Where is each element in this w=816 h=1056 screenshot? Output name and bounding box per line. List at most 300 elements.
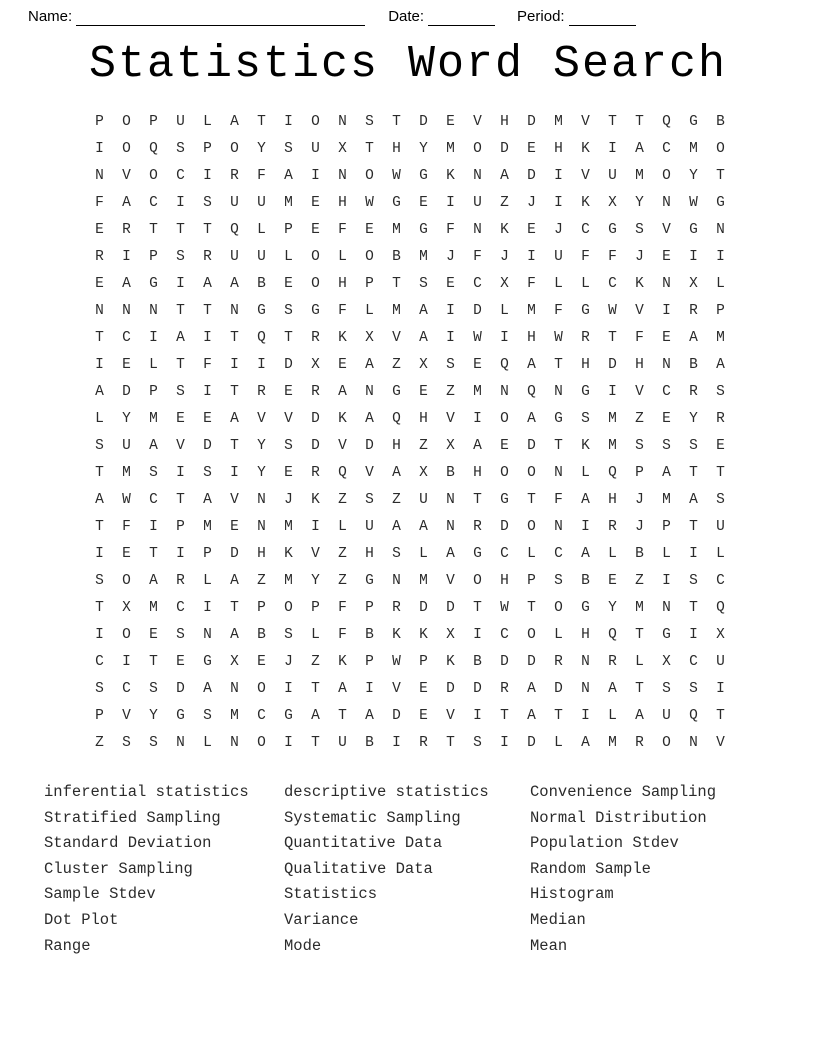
grid-letter-cell[interactable]: U xyxy=(554,249,563,265)
grid-letter-cell[interactable]: L xyxy=(338,249,347,265)
grid-letter-cell[interactable]: Q xyxy=(662,114,671,130)
grid-letter-cell[interactable]: N xyxy=(554,465,563,481)
grid-letter-cell[interactable]: T xyxy=(95,519,104,535)
grid-letter-cell[interactable]: S xyxy=(581,411,590,427)
grid-letter-cell[interactable]: U xyxy=(662,708,671,724)
grid-letter-cell[interactable]: S xyxy=(635,438,644,454)
grid-letter-cell[interactable]: V xyxy=(284,411,293,427)
grid-letter-cell[interactable]: C xyxy=(473,276,482,292)
grid-letter-cell[interactable]: T xyxy=(95,330,104,346)
grid-letter-cell[interactable]: V xyxy=(635,303,644,319)
grid-letter-cell[interactable]: P xyxy=(176,519,185,535)
grid-letter-cell[interactable]: Q xyxy=(500,357,509,373)
grid-letter-cell[interactable]: I xyxy=(473,627,482,643)
grid-letter-cell[interactable]: X xyxy=(608,195,617,211)
grid-letter-cell[interactable]: V xyxy=(662,222,671,238)
grid-letter-cell[interactable]: C xyxy=(608,276,617,292)
grid-letter-cell[interactable]: R xyxy=(581,330,590,346)
word-list-item[interactable]: Mean xyxy=(530,936,568,955)
grid-letter-cell[interactable]: K xyxy=(446,654,455,670)
word-list-item[interactable]: inferential statistics xyxy=(44,783,249,801)
grid-letter-cell[interactable]: D xyxy=(527,114,536,130)
grid-letter-cell[interactable]: T xyxy=(392,276,401,292)
grid-letter-cell[interactable]: R xyxy=(176,573,185,589)
grid-letter-cell[interactable]: I xyxy=(176,276,185,292)
word-list-item[interactable]: Stratified Sampling xyxy=(44,808,221,827)
word-list-item[interactable]: Qualitative Data xyxy=(284,859,433,878)
grid-letter-cell[interactable]: K xyxy=(284,546,293,562)
grid-letter-cell[interactable]: M xyxy=(635,600,644,616)
grid-letter-cell[interactable]: T xyxy=(311,681,320,697)
grid-letter-cell[interactable]: K xyxy=(338,330,347,346)
grid-letter-cell[interactable]: U xyxy=(230,195,239,211)
grid-letter-cell[interactable]: O xyxy=(500,465,509,481)
grid-letter-cell[interactable]: R xyxy=(689,303,698,319)
grid-letter-cell[interactable]: O xyxy=(716,141,725,157)
grid-letter-cell[interactable]: A xyxy=(149,438,158,454)
grid-letter-cell[interactable]: V xyxy=(122,708,131,724)
grid-letter-cell[interactable]: F xyxy=(608,249,617,265)
grid-letter-cell[interactable]: F xyxy=(338,303,347,319)
grid-letter-cell[interactable]: E xyxy=(284,384,293,400)
grid-letter-cell[interactable]: E xyxy=(311,195,320,211)
grid-letter-cell[interactable]: P xyxy=(365,600,374,616)
grid-letter-cell[interactable]: C xyxy=(716,573,725,589)
grid-letter-cell[interactable]: E xyxy=(419,708,428,724)
grid-letter-cell[interactable]: N xyxy=(446,519,455,535)
grid-letter-cell[interactable]: R xyxy=(473,519,482,535)
grid-letter-cell[interactable]: G xyxy=(419,168,428,184)
grid-letter-cell[interactable]: L xyxy=(257,222,266,238)
grid-letter-cell[interactable]: C xyxy=(662,141,671,157)
grid-letter-cell[interactable]: N xyxy=(95,303,104,319)
grid-letter-cell[interactable]: M xyxy=(419,249,428,265)
grid-letter-cell[interactable]: I xyxy=(311,168,320,184)
grid-letter-cell[interactable]: H xyxy=(527,330,536,346)
grid-letter-cell[interactable]: T xyxy=(716,465,725,481)
grid-letter-cell[interactable]: E xyxy=(446,114,455,130)
word-list-item[interactable]: Sample Stdev xyxy=(44,885,156,904)
grid-letter-cell[interactable]: D xyxy=(473,681,482,697)
grid-letter-cell[interactable]: H xyxy=(554,141,563,157)
grid-letter-cell[interactable]: E xyxy=(176,654,185,670)
grid-letter-cell[interactable]: V xyxy=(581,168,590,184)
grid-letter-cell[interactable]: G xyxy=(581,303,590,319)
grid-letter-cell[interactable]: I xyxy=(689,249,698,265)
grid-letter-cell[interactable]: T xyxy=(689,600,698,616)
grid-letter-cell[interactable]: C xyxy=(176,600,185,616)
grid-letter-cell[interactable]: N xyxy=(473,168,482,184)
grid-letter-cell[interactable]: O xyxy=(311,276,320,292)
grid-letter-cell[interactable]: B xyxy=(581,573,590,589)
grid-letter-cell[interactable]: T xyxy=(230,384,239,400)
grid-letter-cell[interactable]: D xyxy=(608,357,617,373)
grid-letter-cell[interactable]: T xyxy=(392,114,401,130)
grid-letter-cell[interactable]: O xyxy=(365,249,374,265)
grid-letter-cell[interactable]: T xyxy=(257,114,266,130)
grid-letter-cell[interactable]: E xyxy=(527,141,536,157)
grid-letter-cell[interactable]: U xyxy=(608,168,617,184)
word-list-item[interactable]: Systematic Sampling xyxy=(284,808,461,827)
grid-letter-cell[interactable]: D xyxy=(473,303,482,319)
grid-letter-cell[interactable]: L xyxy=(716,546,725,562)
grid-letter-cell[interactable]: X xyxy=(716,627,725,643)
grid-letter-cell[interactable]: P xyxy=(284,222,293,238)
grid-letter-cell[interactable]: M xyxy=(230,708,239,724)
grid-letter-cell[interactable]: W xyxy=(689,195,698,211)
grid-letter-cell[interactable]: C xyxy=(95,654,104,670)
grid-letter-cell[interactable]: A xyxy=(122,195,131,211)
grid-letter-cell[interactable]: U xyxy=(122,438,131,454)
grid-letter-cell[interactable]: S xyxy=(176,384,185,400)
grid-letter-cell[interactable]: S xyxy=(284,303,293,319)
grid-letter-cell[interactable]: N xyxy=(392,573,401,589)
period-write-in-line[interactable] xyxy=(569,12,636,26)
grid-letter-cell[interactable]: A xyxy=(203,492,212,508)
grid-letter-cell[interactable]: L xyxy=(338,519,347,535)
grid-letter-cell[interactable]: E xyxy=(95,276,104,292)
grid-letter-cell[interactable]: A xyxy=(581,546,590,562)
grid-letter-cell[interactable]: F xyxy=(95,195,104,211)
grid-letter-cell[interactable]: X xyxy=(122,600,131,616)
grid-letter-cell[interactable]: A xyxy=(365,708,374,724)
grid-letter-cell[interactable]: M xyxy=(608,438,617,454)
grid-letter-cell[interactable]: N xyxy=(230,681,239,697)
grid-letter-cell[interactable]: Q xyxy=(230,222,239,238)
grid-letter-cell[interactable]: L xyxy=(311,627,320,643)
grid-letter-cell[interactable]: W xyxy=(554,330,563,346)
grid-letter-cell[interactable]: U xyxy=(365,519,374,535)
grid-letter-cell[interactable]: D xyxy=(500,654,509,670)
grid-letter-cell[interactable]: M xyxy=(608,735,617,751)
grid-letter-cell[interactable]: B xyxy=(635,546,644,562)
grid-letter-cell[interactable]: E xyxy=(311,222,320,238)
grid-letter-cell[interactable]: L xyxy=(635,654,644,670)
grid-letter-cell[interactable]: C xyxy=(554,546,563,562)
grid-letter-cell[interactable]: V xyxy=(176,438,185,454)
word-list-item[interactable]: Cluster Sampling xyxy=(44,859,193,878)
grid-letter-cell[interactable]: L xyxy=(203,735,212,751)
grid-letter-cell[interactable]: K xyxy=(581,195,590,211)
word-list-item[interactable]: Variance xyxy=(284,910,359,929)
grid-letter-cell[interactable]: F xyxy=(338,627,347,643)
grid-letter-cell[interactable]: J xyxy=(284,492,293,508)
grid-letter-cell[interactable]: N xyxy=(257,492,266,508)
grid-letter-cell[interactable]: Q xyxy=(338,465,347,481)
grid-letter-cell[interactable]: D xyxy=(446,681,455,697)
grid-letter-cell[interactable]: J xyxy=(554,222,563,238)
grid-letter-cell[interactable]: V xyxy=(716,735,725,751)
grid-letter-cell[interactable]: A xyxy=(149,573,158,589)
word-list-item[interactable]: Standard Deviation xyxy=(44,834,212,853)
grid-letter-cell[interactable]: O xyxy=(527,465,536,481)
grid-letter-cell[interactable]: A xyxy=(689,330,698,346)
grid-letter-cell[interactable]: E xyxy=(176,411,185,427)
word-list-item[interactable]: Histogram xyxy=(530,885,614,904)
grid-letter-cell[interactable]: P xyxy=(311,600,320,616)
grid-letter-cell[interactable]: I xyxy=(311,519,320,535)
grid-letter-cell[interactable]: M xyxy=(635,168,644,184)
grid-letter-cell[interactable]: U xyxy=(230,249,239,265)
grid-letter-cell[interactable]: U xyxy=(716,519,725,535)
grid-letter-cell[interactable]: N xyxy=(581,654,590,670)
grid-letter-cell[interactable]: F xyxy=(338,600,347,616)
grid-letter-cell[interactable]: C xyxy=(122,681,131,697)
grid-letter-cell[interactable]: Q xyxy=(689,708,698,724)
grid-letter-cell[interactable]: C xyxy=(662,384,671,400)
grid-letter-cell[interactable]: H xyxy=(365,546,374,562)
grid-letter-cell[interactable]: D xyxy=(500,141,509,157)
grid-letter-cell[interactable]: E xyxy=(419,195,428,211)
name-write-in-line[interactable] xyxy=(76,12,365,26)
grid-letter-cell[interactable]: S xyxy=(284,141,293,157)
grid-letter-cell[interactable]: O xyxy=(473,141,482,157)
grid-letter-cell[interactable]: L xyxy=(419,546,428,562)
grid-letter-cell[interactable]: Z xyxy=(338,546,347,562)
grid-letter-cell[interactable]: A xyxy=(176,330,185,346)
grid-letter-cell[interactable]: T xyxy=(176,303,185,319)
grid-letter-cell[interactable]: S xyxy=(554,573,563,589)
grid-letter-cell[interactable]: T xyxy=(554,708,563,724)
word-list-item[interactable]: Normal Distribution xyxy=(530,808,707,827)
grid-letter-cell[interactable]: G xyxy=(581,600,590,616)
grid-letter-cell[interactable]: I xyxy=(284,681,293,697)
grid-letter-cell[interactable]: Y xyxy=(419,141,428,157)
grid-letter-cell[interactable]: A xyxy=(527,681,536,697)
grid-letter-cell[interactable]: T xyxy=(689,465,698,481)
grid-letter-cell[interactable]: R xyxy=(500,681,509,697)
grid-letter-cell[interactable]: Y xyxy=(635,195,644,211)
grid-letter-cell[interactable]: V xyxy=(122,168,131,184)
grid-letter-cell[interactable]: F xyxy=(581,249,590,265)
grid-letter-cell[interactable]: C xyxy=(176,168,185,184)
grid-letter-cell[interactable]: S xyxy=(419,276,428,292)
grid-letter-cell[interactable]: R xyxy=(203,249,212,265)
grid-letter-cell[interactable]: Z xyxy=(311,654,320,670)
grid-letter-cell[interactable]: A xyxy=(419,330,428,346)
grid-letter-cell[interactable]: I xyxy=(365,681,374,697)
grid-letter-cell[interactable]: I xyxy=(149,519,158,535)
grid-letter-cell[interactable]: J xyxy=(284,654,293,670)
grid-letter-cell[interactable]: A xyxy=(419,519,428,535)
grid-letter-cell[interactable]: I xyxy=(500,330,509,346)
grid-letter-cell[interactable]: E xyxy=(419,384,428,400)
grid-letter-cell[interactable]: T xyxy=(608,114,617,130)
grid-letter-cell[interactable]: N xyxy=(581,681,590,697)
grid-letter-cell[interactable]: Z xyxy=(446,384,455,400)
grid-letter-cell[interactable]: D xyxy=(554,681,563,697)
grid-letter-cell[interactable]: A xyxy=(203,276,212,292)
grid-letter-cell[interactable]: K xyxy=(446,168,455,184)
grid-letter-cell[interactable]: L xyxy=(203,573,212,589)
grid-letter-cell[interactable]: A xyxy=(527,411,536,427)
grid-letter-cell[interactable]: S xyxy=(95,438,104,454)
grid-letter-cell[interactable]: N xyxy=(365,384,374,400)
grid-letter-cell[interactable]: G xyxy=(473,546,482,562)
grid-letter-cell[interactable]: J xyxy=(500,249,509,265)
grid-letter-cell[interactable]: P xyxy=(203,546,212,562)
grid-letter-cell[interactable]: A xyxy=(230,114,239,130)
grid-letter-cell[interactable]: Y xyxy=(149,708,158,724)
grid-letter-cell[interactable]: E xyxy=(149,627,158,643)
grid-letter-cell[interactable]: S xyxy=(149,465,158,481)
grid-letter-cell[interactable]: D xyxy=(230,546,239,562)
grid-letter-cell[interactable]: B xyxy=(257,627,266,643)
grid-letter-cell[interactable]: N xyxy=(662,600,671,616)
grid-letter-cell[interactable]: S xyxy=(149,681,158,697)
grid-letter-cell[interactable]: T xyxy=(149,546,158,562)
grid-letter-cell[interactable]: V xyxy=(635,384,644,400)
grid-letter-cell[interactable]: S xyxy=(203,465,212,481)
grid-letter-cell[interactable]: P xyxy=(257,600,266,616)
grid-letter-cell[interactable]: B xyxy=(365,735,374,751)
grid-letter-cell[interactable]: R xyxy=(419,735,428,751)
grid-letter-cell[interactable]: F xyxy=(446,222,455,238)
grid-letter-cell[interactable]: T xyxy=(554,357,563,373)
grid-letter-cell[interactable]: W xyxy=(500,600,509,616)
grid-letter-cell[interactable]: I xyxy=(176,465,185,481)
grid-letter-cell[interactable]: T xyxy=(203,222,212,238)
grid-letter-cell[interactable]: C xyxy=(500,546,509,562)
grid-letter-cell[interactable]: W xyxy=(365,195,374,211)
grid-letter-cell[interactable]: S xyxy=(689,681,698,697)
grid-letter-cell[interactable]: I xyxy=(554,195,563,211)
grid-letter-cell[interactable]: T xyxy=(95,465,104,481)
grid-letter-cell[interactable]: N xyxy=(95,168,104,184)
grid-letter-cell[interactable]: I xyxy=(716,249,725,265)
grid-letter-cell[interactable]: O xyxy=(311,249,320,265)
grid-letter-cell[interactable]: E xyxy=(500,438,509,454)
grid-letter-cell[interactable]: P xyxy=(419,654,428,670)
grid-letter-cell[interactable]: P xyxy=(149,114,158,130)
grid-letter-cell[interactable]: E xyxy=(284,465,293,481)
grid-letter-cell[interactable]: N xyxy=(662,195,671,211)
grid-letter-cell[interactable]: E xyxy=(662,249,671,265)
grid-letter-cell[interactable]: K xyxy=(635,276,644,292)
grid-letter-cell[interactable]: K xyxy=(392,627,401,643)
grid-letter-cell[interactable]: I xyxy=(95,546,104,562)
grid-letter-cell[interactable]: L xyxy=(95,411,104,427)
grid-letter-cell[interactable]: T xyxy=(473,600,482,616)
grid-letter-cell[interactable]: I xyxy=(473,708,482,724)
grid-letter-cell[interactable]: U xyxy=(257,195,266,211)
grid-letter-cell[interactable]: Y xyxy=(689,168,698,184)
grid-letter-cell[interactable]: O xyxy=(122,114,131,130)
grid-letter-cell[interactable]: X xyxy=(230,654,239,670)
word-list-item[interactable]: descriptive statistics xyxy=(284,783,489,801)
grid-letter-cell[interactable]: I xyxy=(176,546,185,562)
grid-letter-cell[interactable]: A xyxy=(581,492,590,508)
word-list-item[interactable]: Population Stdev xyxy=(530,834,679,853)
grid-letter-cell[interactable]: T xyxy=(95,600,104,616)
grid-letter-cell[interactable]: A xyxy=(95,384,104,400)
grid-letter-cell[interactable]: X xyxy=(662,654,671,670)
grid-letter-cell[interactable]: A xyxy=(392,465,401,481)
grid-letter-cell[interactable]: T xyxy=(527,600,536,616)
grid-letter-cell[interactable]: I xyxy=(203,384,212,400)
grid-letter-cell[interactable]: N xyxy=(554,519,563,535)
grid-letter-cell[interactable]: L xyxy=(500,303,509,319)
grid-letter-cell[interactable]: N xyxy=(689,735,698,751)
grid-letter-cell[interactable]: A xyxy=(203,681,212,697)
grid-letter-cell[interactable]: E xyxy=(122,357,131,373)
grid-letter-cell[interactable]: R xyxy=(608,519,617,535)
grid-letter-cell[interactable]: P xyxy=(716,303,725,319)
grid-letter-cell[interactable]: T xyxy=(554,438,563,454)
grid-letter-cell[interactable]: U xyxy=(338,735,347,751)
grid-letter-cell[interactable]: N xyxy=(500,384,509,400)
grid-letter-cell[interactable]: I xyxy=(662,303,671,319)
grid-letter-cell[interactable]: N xyxy=(257,519,266,535)
grid-letter-cell[interactable]: B xyxy=(689,357,698,373)
grid-letter-cell[interactable]: I xyxy=(230,357,239,373)
grid-letter-cell[interactable]: T xyxy=(176,492,185,508)
grid-letter-cell[interactable]: G xyxy=(554,411,563,427)
grid-letter-cell[interactable]: P xyxy=(527,573,536,589)
grid-letter-cell[interactable]: O xyxy=(662,168,671,184)
grid-letter-cell[interactable]: I xyxy=(608,384,617,400)
grid-letter-cell[interactable]: F xyxy=(338,222,347,238)
grid-letter-cell[interactable]: U xyxy=(716,654,725,670)
grid-letter-cell[interactable]: H xyxy=(635,357,644,373)
grid-letter-cell[interactable]: K xyxy=(338,411,347,427)
grid-letter-cell[interactable]: T xyxy=(176,357,185,373)
grid-letter-cell[interactable]: T xyxy=(365,141,374,157)
grid-letter-cell[interactable]: L xyxy=(554,735,563,751)
grid-letter-cell[interactable]: P xyxy=(365,654,374,670)
grid-letter-cell[interactable]: S xyxy=(203,708,212,724)
grid-letter-cell[interactable]: A xyxy=(419,303,428,319)
grid-letter-cell[interactable]: A xyxy=(635,708,644,724)
word-list-item[interactable]: Median xyxy=(530,910,586,929)
grid-letter-cell[interactable]: T xyxy=(635,681,644,697)
grid-letter-cell[interactable]: O xyxy=(257,681,266,697)
grid-letter-cell[interactable]: U xyxy=(419,492,428,508)
grid-letter-cell[interactable]: G xyxy=(311,303,320,319)
grid-letter-cell[interactable]: I xyxy=(446,195,455,211)
grid-letter-cell[interactable]: I xyxy=(689,627,698,643)
grid-letter-cell[interactable]: D xyxy=(527,168,536,184)
grid-letter-cell[interactable]: C xyxy=(149,195,158,211)
grid-letter-cell[interactable]: Y xyxy=(257,141,266,157)
grid-letter-cell[interactable]: J xyxy=(635,492,644,508)
grid-letter-cell[interactable]: U xyxy=(473,195,482,211)
grid-letter-cell[interactable]: R xyxy=(230,168,239,184)
grid-letter-cell[interactable]: D xyxy=(527,438,536,454)
grid-letter-cell[interactable]: V xyxy=(581,114,590,130)
grid-letter-cell[interactable]: O xyxy=(662,735,671,751)
grid-letter-cell[interactable]: N xyxy=(662,357,671,373)
grid-letter-cell[interactable]: I xyxy=(662,573,671,589)
grid-letter-cell[interactable]: P xyxy=(203,141,212,157)
grid-letter-cell[interactable]: I xyxy=(716,681,725,697)
grid-letter-cell[interactable]: S xyxy=(662,681,671,697)
grid-letter-cell[interactable]: G xyxy=(284,708,293,724)
grid-letter-cell[interactable]: I xyxy=(689,546,698,562)
grid-letter-cell[interactable]: O xyxy=(230,141,239,157)
grid-letter-cell[interactable]: Y xyxy=(689,411,698,427)
grid-letter-cell[interactable]: O xyxy=(257,735,266,751)
grid-letter-cell[interactable]: G xyxy=(149,276,158,292)
grid-letter-cell[interactable]: W xyxy=(392,168,401,184)
grid-letter-cell[interactable]: X xyxy=(500,276,509,292)
grid-letter-cell[interactable]: T xyxy=(716,708,725,724)
grid-letter-cell[interactable]: D xyxy=(284,357,293,373)
grid-letter-cell[interactable]: I xyxy=(95,141,104,157)
grid-letter-cell[interactable]: A xyxy=(527,357,536,373)
grid-letter-cell[interactable]: L xyxy=(365,303,374,319)
grid-letter-cell[interactable]: K xyxy=(581,141,590,157)
